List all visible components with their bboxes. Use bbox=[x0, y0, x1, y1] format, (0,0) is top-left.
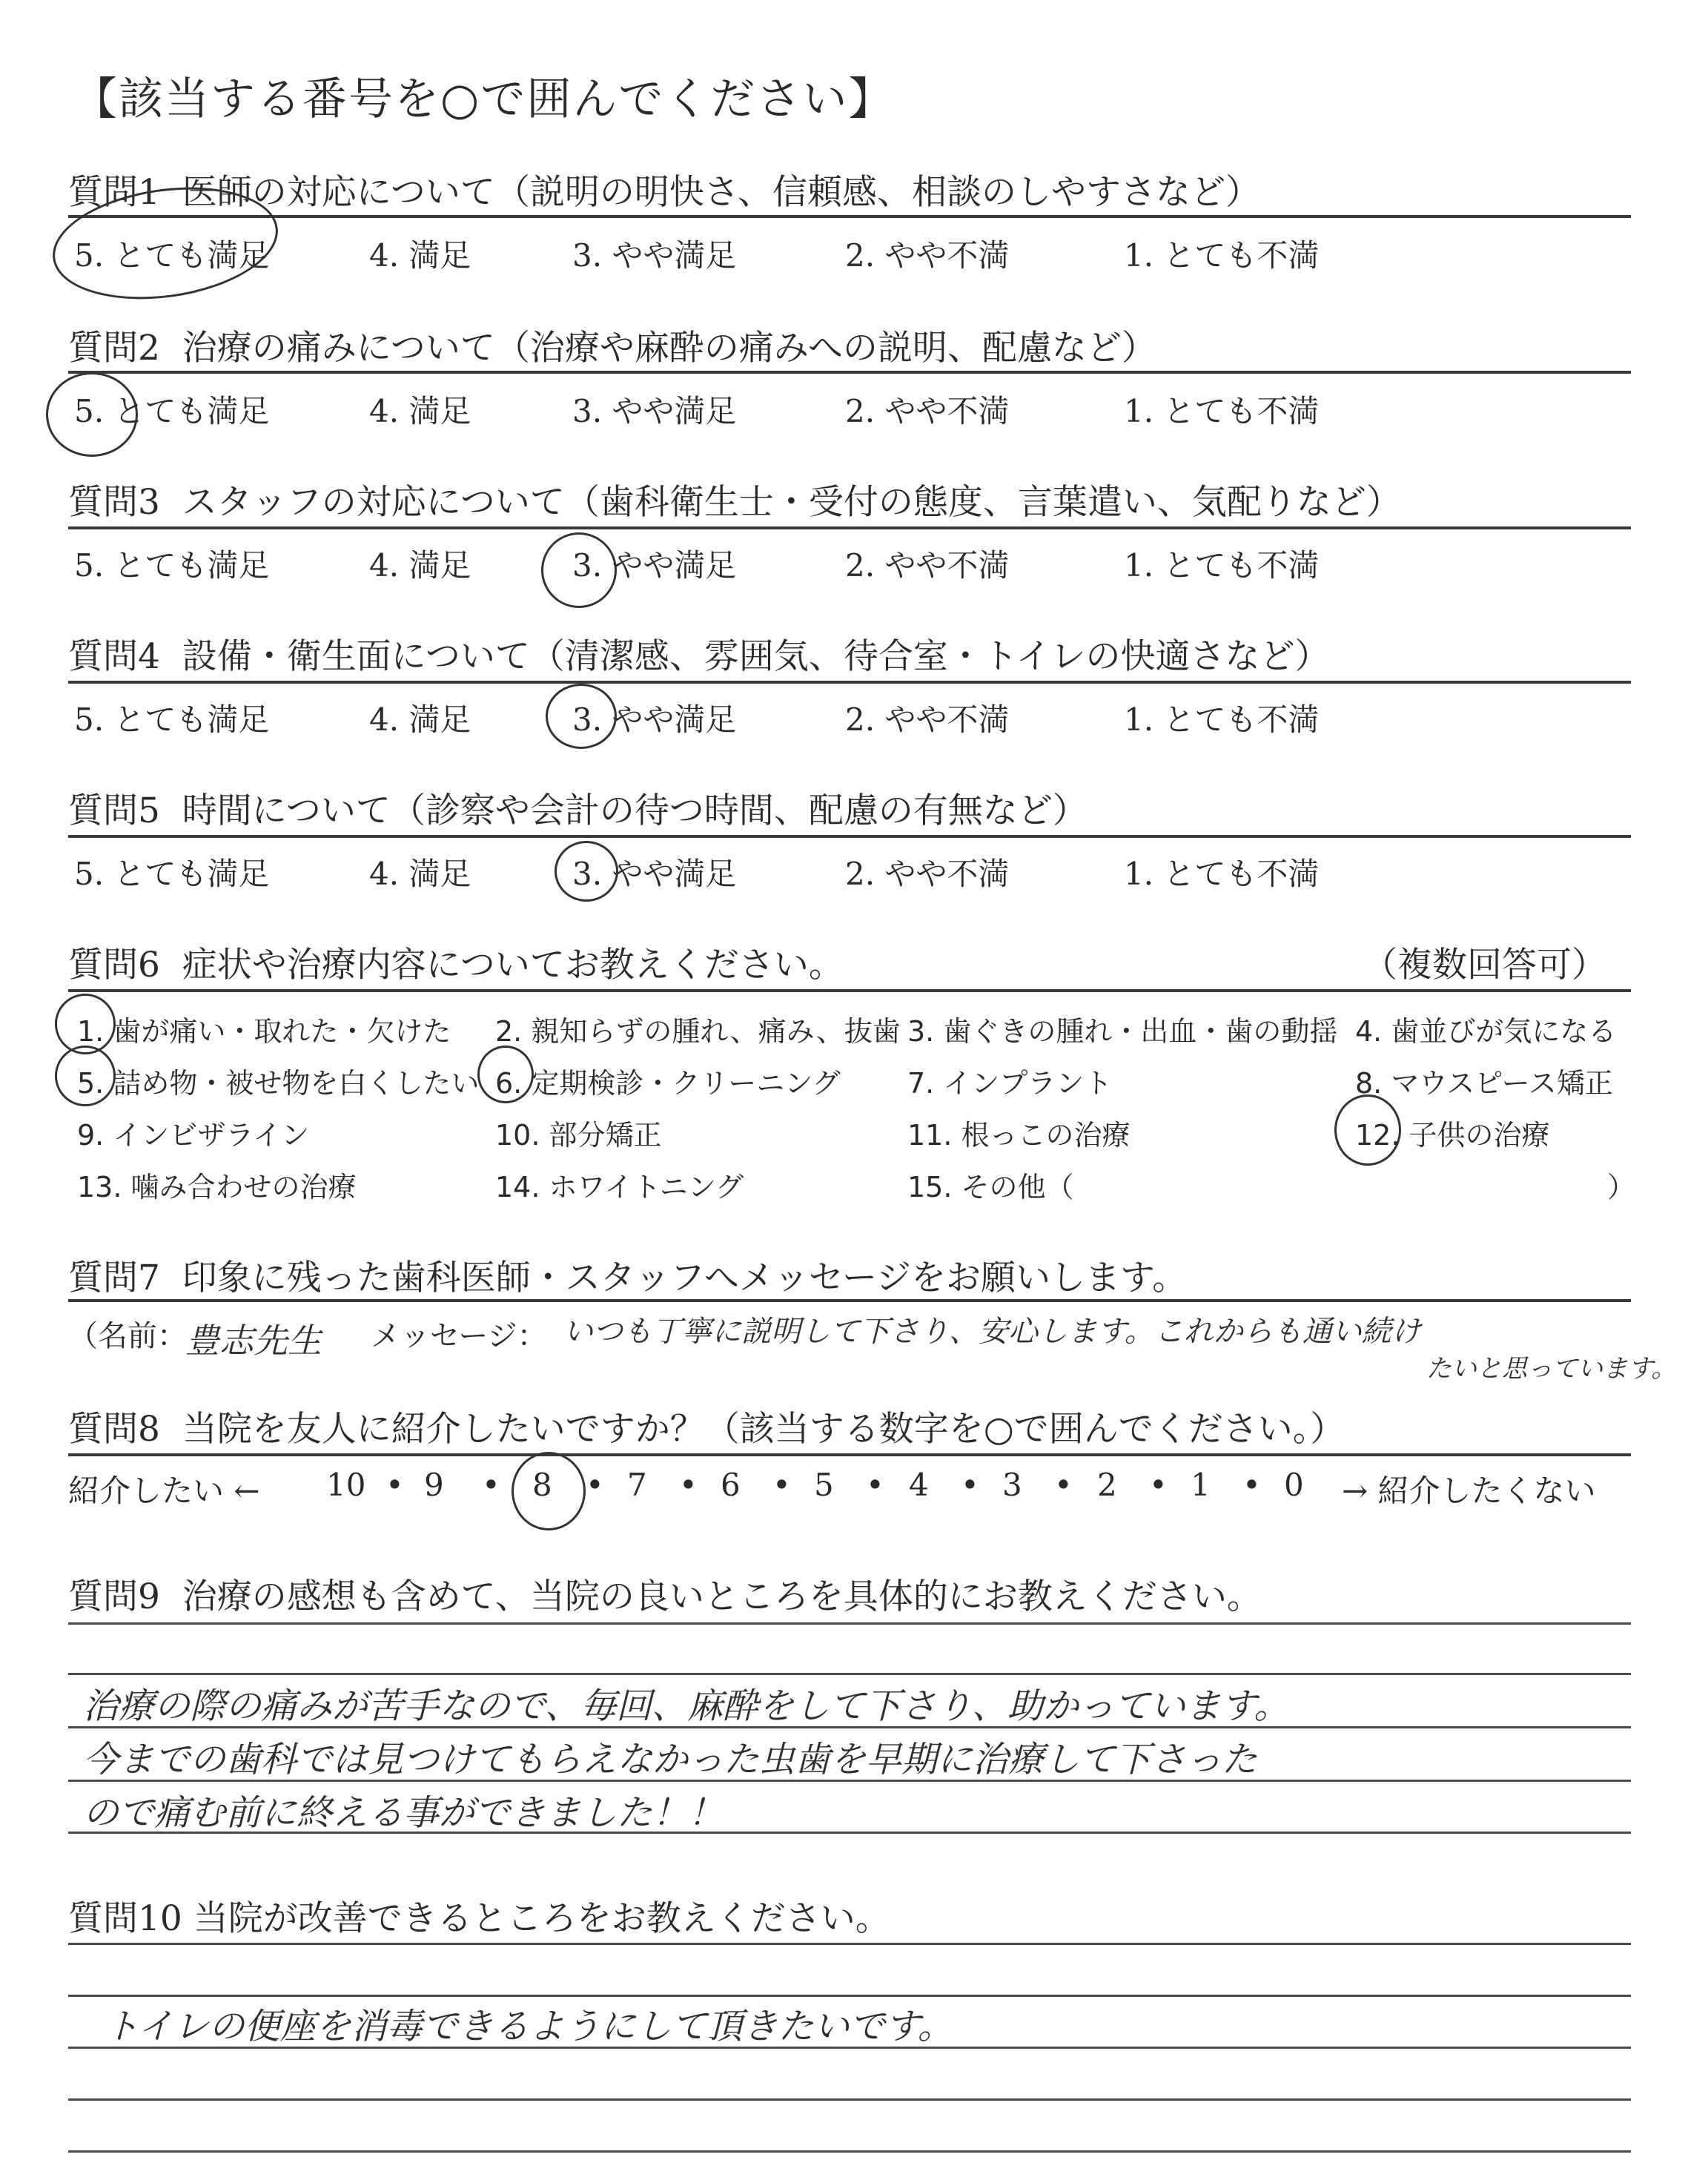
question-7-rule bbox=[68, 1299, 1631, 1302]
q10-answer-line-1: トイレの便座を消毒できるようにして頂きたいです。 bbox=[104, 2006, 953, 2047]
q3-selection-circle bbox=[541, 532, 617, 608]
question-6-rule bbox=[68, 989, 1631, 992]
question-6-note: （複数回答可） bbox=[1363, 945, 1606, 985]
question-3-heading bbox=[68, 475, 1401, 524]
question-7-text: 印象に残った歯科医師・スタッフへメッセージをお願いします。 bbox=[182, 1258, 1188, 1298]
q7-message-line-2: たいと思っています。 bbox=[1426, 1354, 1677, 1384]
question-3-rule bbox=[68, 526, 1631, 529]
question-5-heading bbox=[68, 783, 1088, 833]
q6-option-3[interactable]: 3. 歯ぐきの腫れ・出血・歯の動揺 bbox=[907, 1015, 1338, 1048]
q8-scale-2[interactable]: 2 bbox=[1097, 1467, 1117, 1503]
q2-option-1[interactable]: 1. とても不満 bbox=[1124, 393, 1320, 429]
q6-selection-circle-12 bbox=[1334, 1094, 1401, 1166]
question-8-label: 質問8 bbox=[68, 1409, 160, 1450]
q8-dot-6: • bbox=[866, 1467, 884, 1503]
q6-option-15-close: ） bbox=[1607, 1171, 1636, 1203]
q6-selection-circle-5 bbox=[55, 1046, 116, 1106]
q3-option-5[interactable]: 5. とても満足 bbox=[74, 547, 270, 584]
question-1-label: 質問1 bbox=[68, 172, 160, 213]
question-2-heading bbox=[68, 320, 1156, 370]
q1-option-4[interactable]: 4. 満足 bbox=[369, 237, 471, 274]
q6-option-7[interactable]: 7. インプラント bbox=[907, 1067, 1113, 1100]
q8-dot-3: • bbox=[586, 1467, 604, 1503]
q5-option-4[interactable]: 4. 満足 bbox=[369, 856, 471, 892]
q6-option-5[interactable]: 5. 詰め物・被せ物を白くしたい bbox=[77, 1067, 480, 1100]
question-1-rule bbox=[68, 215, 1631, 218]
q8-scale-10[interactable]: 10 bbox=[326, 1467, 366, 1503]
question-7-heading bbox=[68, 1250, 1187, 1300]
q3-option-2[interactable]: 2. やや不満 bbox=[845, 547, 1010, 584]
question-5-rule bbox=[68, 835, 1631, 838]
q8-scale-3[interactable]: 3 bbox=[1002, 1467, 1022, 1503]
question-2-text: 治療の痛みについて（治療や麻酔の痛みへの説明、配慮など） bbox=[182, 328, 1156, 369]
q8-right-label: → 紹介したくない bbox=[1342, 1473, 1596, 1509]
q7-message-label: メッセージ： bbox=[371, 1319, 547, 1353]
q4-option-4[interactable]: 4. 満足 bbox=[369, 701, 471, 738]
q4-option-1[interactable]: 1. とても不満 bbox=[1124, 701, 1320, 738]
q8-selection-circle bbox=[512, 1452, 586, 1530]
q9-answer-line-3: ので痛む前に終える事ができました！！ bbox=[83, 1792, 724, 1834]
q3-option-3[interactable]: 3. やや満足 bbox=[572, 547, 737, 584]
question-10-label: 質問10 bbox=[68, 1898, 182, 1939]
q9-line-2 bbox=[68, 1673, 1631, 1675]
q4-option-3[interactable]: 3. やや満足 bbox=[572, 701, 737, 738]
q8-scale-6[interactable]: 6 bbox=[721, 1467, 741, 1503]
q8-scale-1[interactable]: 1 bbox=[1191, 1467, 1211, 1503]
q3-option-1[interactable]: 1. とても不満 bbox=[1124, 547, 1320, 584]
question-4-heading bbox=[68, 629, 1330, 678]
question-2-rule bbox=[68, 371, 1631, 374]
q4-option-2[interactable]: 2. やや不満 bbox=[845, 701, 1010, 738]
question-9-label: 質問9 bbox=[68, 1576, 160, 1617]
q6-option-9[interactable]: 9. インビザライン bbox=[77, 1119, 310, 1152]
page-title: 【該当する番号を○で囲んでください】 bbox=[73, 73, 895, 125]
q9-answer-line-2: 今までの歯科では見つけてもらえなかった虫歯を早期に治療して下さった bbox=[83, 1739, 1258, 1780]
question-4-rule bbox=[68, 681, 1631, 684]
question-6-heading bbox=[68, 937, 844, 987]
q8-dot-4: • bbox=[679, 1467, 698, 1503]
q6-option-14[interactable]: 14. ホワイトニング bbox=[495, 1171, 744, 1203]
q6-option-1[interactable]: 1. 歯が痛い・取れた・欠けた bbox=[77, 1015, 451, 1048]
question-2-label: 質問2 bbox=[68, 328, 160, 369]
q6-selection-circle-6 bbox=[477, 1046, 534, 1103]
q5-option-1[interactable]: 1. とても不満 bbox=[1124, 856, 1320, 892]
q2-option-2[interactable]: 2. やや不満 bbox=[845, 393, 1010, 429]
q8-dot-9: • bbox=[1149, 1467, 1168, 1503]
question-5-label: 質問5 bbox=[68, 790, 160, 831]
question-3-text: スタッフの対応について（歯科衛生士・受付の態度、言葉遣い、気配りなど） bbox=[182, 482, 1401, 523]
q6-option-15[interactable]: 15. その他（ bbox=[907, 1171, 1074, 1203]
q8-dot-10: • bbox=[1242, 1467, 1261, 1503]
q10-line-4 bbox=[68, 2098, 1631, 2101]
question-8-heading bbox=[68, 1401, 1345, 1451]
q2-option-4[interactable]: 4. 満足 bbox=[369, 393, 471, 429]
q8-left-label: 紹介したい ← bbox=[68, 1473, 260, 1509]
q8-dot-8: • bbox=[1054, 1467, 1073, 1503]
q1-option-5[interactable]: 5. とても満足 bbox=[74, 237, 270, 274]
q8-scale-0[interactable]: 0 bbox=[1284, 1467, 1304, 1503]
q6-option-11[interactable]: 11. 根っこの治療 bbox=[907, 1119, 1131, 1152]
question-6-text: 症状や治療内容についてお教えください。 bbox=[182, 945, 844, 985]
q8-dot-7: • bbox=[961, 1467, 979, 1503]
q8-scale-8[interactable]: 8 bbox=[532, 1467, 552, 1503]
question-3-label: 質問3 bbox=[68, 482, 160, 523]
q8-scale-7[interactable]: 7 bbox=[627, 1467, 647, 1503]
q10-line-2 bbox=[68, 1995, 1631, 1997]
question-9-heading bbox=[68, 1569, 1262, 1619]
q8-scale-4[interactable]: 4 bbox=[909, 1467, 929, 1503]
question-10-text: 当院が改善できるところをお教えください。 bbox=[193, 1898, 890, 1939]
question-5-text: 時間について（診察や会計の待つ時間、配慮の有無など） bbox=[182, 790, 1088, 831]
q10-line-1 bbox=[68, 1943, 1631, 1945]
q5-selection-circle bbox=[555, 841, 618, 902]
q8-scale-5[interactable]: 5 bbox=[814, 1467, 834, 1503]
question-1-text: 医師の対応について（説明の明快さ、信頼感、相談のしやすさなど） bbox=[182, 172, 1260, 213]
question-4-label: 質問4 bbox=[68, 636, 160, 677]
q2-option-5[interactable]: 5. とても満足 bbox=[74, 393, 270, 429]
question-8-text: 当院を友人に紹介したいですか？（該当する数字を○で囲んでください。） bbox=[182, 1409, 1345, 1450]
question-10-heading bbox=[68, 1891, 890, 1941]
question-4-text: 設備・衛生面について（清潔感、雰囲気、待合室・トイレの快適さなど） bbox=[182, 636, 1330, 677]
q4-selection-circle bbox=[546, 684, 617, 749]
question-8-rule bbox=[68, 1453, 1631, 1456]
q5-option-3[interactable]: 3. やや満足 bbox=[572, 856, 737, 892]
q6-option-10[interactable]: 10. 部分矯正 bbox=[495, 1119, 662, 1152]
q8-dot-1: • bbox=[385, 1467, 404, 1503]
q7-name-label: （名前： bbox=[68, 1319, 187, 1353]
q6-option-6[interactable]: 6. 定期検診・クリーニング bbox=[495, 1067, 841, 1100]
q2-selection-circle bbox=[46, 372, 138, 457]
q6-option-4[interactable]: 4. 歯並びが気になる bbox=[1355, 1015, 1617, 1048]
q7-name-value: 豊志先生 bbox=[185, 1321, 322, 1361]
q5-option-5[interactable]: 5. とても満足 bbox=[74, 856, 270, 892]
q8-scale-9[interactable]: 9 bbox=[424, 1467, 444, 1503]
q6-option-2[interactable]: 2. 親知らずの腫れ、痛み、抜歯 bbox=[495, 1015, 901, 1048]
q8-dot-5: • bbox=[772, 1467, 791, 1503]
q9-line-1 bbox=[68, 1622, 1631, 1625]
question-9-text: 治療の感想も含めて、当院の良いところを具体的にお教えください。 bbox=[182, 1576, 1262, 1617]
q1-option-2[interactable]: 2. やや不満 bbox=[845, 237, 1010, 274]
q8-dot-2: • bbox=[482, 1467, 500, 1503]
q1-option-1[interactable]: 1. とても不満 bbox=[1124, 237, 1320, 274]
q6-option-13[interactable]: 13. 噛み合わせの治療 bbox=[77, 1171, 357, 1203]
q3-option-4[interactable]: 4. 満足 bbox=[369, 547, 471, 584]
q6-option-8[interactable]: 8. マウスピース矯正 bbox=[1355, 1067, 1613, 1100]
question-6-label: 質問6 bbox=[68, 945, 160, 985]
q4-option-5[interactable]: 5. とても満足 bbox=[74, 701, 270, 738]
q6-option-12[interactable]: 12. 子供の治療 bbox=[1355, 1119, 1550, 1152]
q10-line-5 bbox=[68, 2150, 1631, 2153]
q5-option-2[interactable]: 2. やや不満 bbox=[845, 856, 1010, 892]
q1-option-3[interactable]: 3. やや満足 bbox=[572, 237, 737, 274]
q9-answer-line-1: 治療の際の痛みが苦手なので、毎回、麻酔をして下さり、助かっています。 bbox=[83, 1685, 1290, 1727]
q7-message-line-1: いつも丁寧に説明して下さり、安心します。これからも通い続け bbox=[563, 1315, 1421, 1349]
q2-option-3[interactable]: 3. やや満足 bbox=[572, 393, 737, 429]
question-7-label: 質問7 bbox=[68, 1258, 160, 1298]
